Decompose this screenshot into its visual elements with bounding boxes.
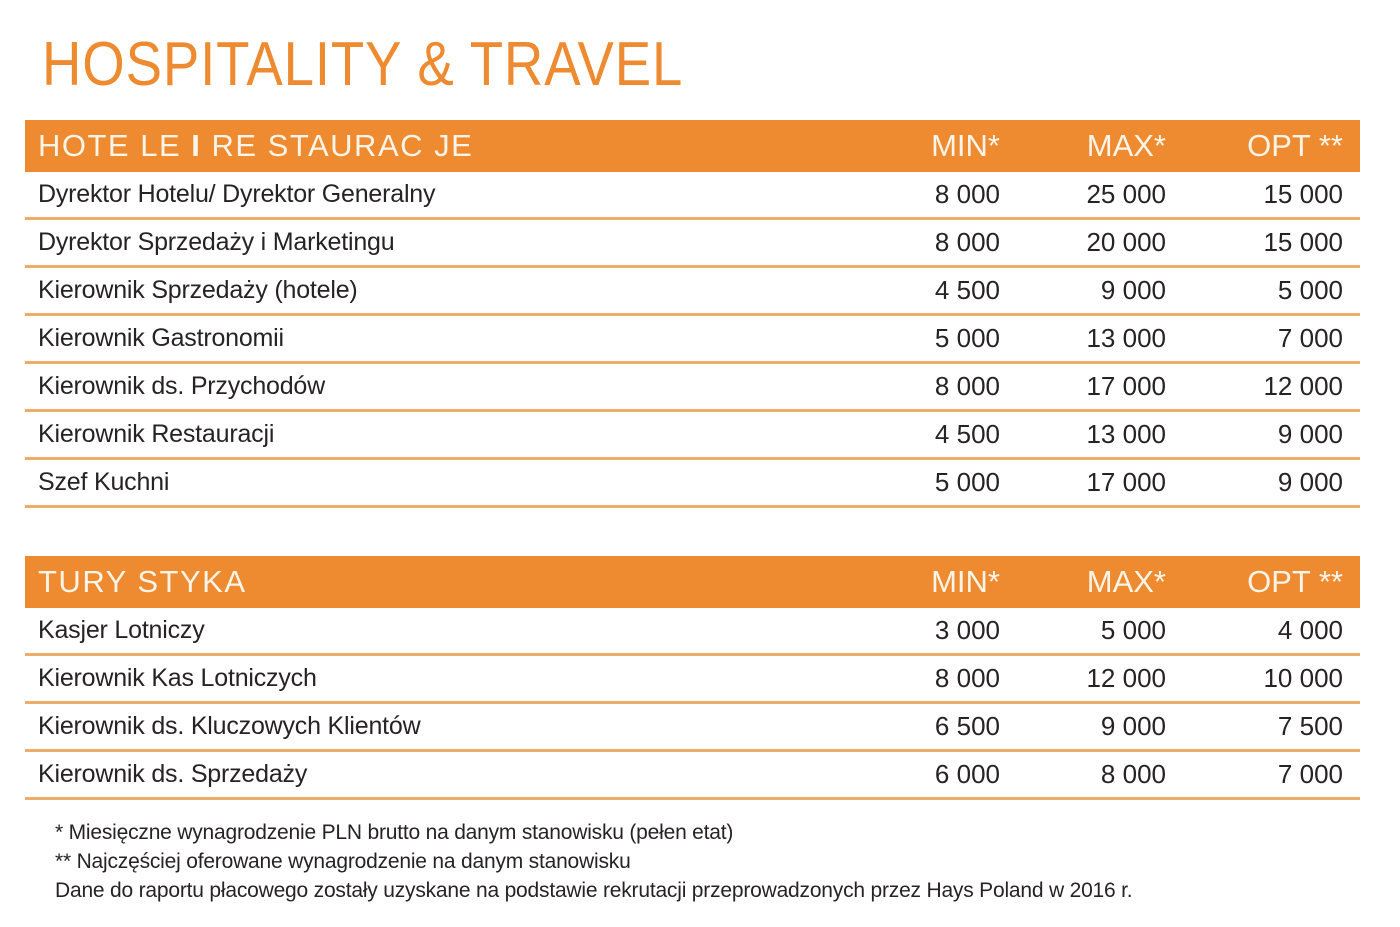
position-cell: Kierownik Sprzedaży (hotele) xyxy=(38,276,358,304)
min-cell: 8 000 xyxy=(934,663,1000,693)
table-row xyxy=(25,364,1360,412)
column-header-opt: OPT ** xyxy=(1247,564,1343,599)
position-cell: Kierownik Restauracji xyxy=(38,420,275,448)
table-row xyxy=(25,460,1360,508)
position-cell: Kierownik Kas Lotniczych xyxy=(38,664,317,692)
min-cell: 3 000 xyxy=(934,615,1000,645)
position-cell: Szef Kuchni xyxy=(38,468,170,496)
min-cell: 4 500 xyxy=(934,275,1000,305)
position-cell: Dyrektor Sprzedaży i Marketingu xyxy=(38,228,395,256)
column-header-min: MIN* xyxy=(931,128,1000,163)
hotels-restaurants-header-band xyxy=(25,120,1360,172)
min-cell: 6 500 xyxy=(934,711,1000,741)
opt-cell: 15 000 xyxy=(1263,227,1343,257)
column-header-min: MIN* xyxy=(931,564,1000,599)
position-cell: Kierownik Gastronomii xyxy=(38,324,284,352)
min-cell: 6 000 xyxy=(934,759,1000,789)
position-cell: Kierownik ds. Kluczowych Klientów xyxy=(38,712,421,740)
tourism-table xyxy=(25,556,1360,800)
position-cell: Kasjer Lotniczy xyxy=(38,616,205,644)
section-title-hotele-i-restauracje xyxy=(38,128,834,164)
table-row xyxy=(25,412,1360,460)
opt-cell: 10 000 xyxy=(1263,663,1343,693)
column-header-max: MAX* xyxy=(1086,128,1166,163)
max-cell: 17 000 xyxy=(1086,371,1166,401)
opt-cell: 15 000 xyxy=(1263,179,1343,209)
max-cell: 5 000 xyxy=(1100,615,1166,645)
position-cell: Dyrektor Hotelu/ Dyrektor Generalny xyxy=(38,180,436,208)
opt-cell: 7 500 xyxy=(1277,711,1343,741)
footnote-opt: ** Najczęściej oferowane wynagrodzenie na danym stanowisku xyxy=(55,850,631,873)
table-row xyxy=(25,220,1360,268)
page-title: HOSPITALITY & TRAVEL xyxy=(42,30,684,99)
section-title-bold-i: I xyxy=(191,128,202,163)
min-cell: 5 000 xyxy=(934,467,1000,497)
opt-cell: 9 000 xyxy=(1277,467,1343,497)
min-cell: 8 000 xyxy=(934,371,1000,401)
table-row xyxy=(25,268,1360,316)
max-cell: 9 000 xyxy=(1100,711,1166,741)
table-row xyxy=(25,752,1360,800)
section-title-prefix: HOTE LE xyxy=(38,128,192,163)
position-cell: Kierownik ds. Przychodów xyxy=(38,372,325,400)
column-header-max: MAX* xyxy=(1086,564,1166,599)
max-cell: 9 000 xyxy=(1100,275,1166,305)
max-cell: 25 000 xyxy=(1086,179,1166,209)
footnote-min-max: * Miesięczne wynagrodzenie PLN brutto na danym stanowisku (pełen etat) xyxy=(55,821,734,844)
table-row xyxy=(25,172,1360,220)
opt-cell: 7 000 xyxy=(1277,759,1343,789)
max-cell: 13 000 xyxy=(1086,419,1166,449)
table-row xyxy=(25,704,1360,752)
section-title-suffix: RE STAURAC JE xyxy=(201,128,474,163)
section-title-turystyka xyxy=(38,564,834,600)
min-cell: 8 000 xyxy=(934,179,1000,209)
table-row xyxy=(25,608,1360,656)
max-cell: 17 000 xyxy=(1086,467,1166,497)
position-cell: Kierownik ds. Sprzedaży xyxy=(38,760,308,788)
min-cell: 4 500 xyxy=(934,419,1000,449)
min-cell: 5 000 xyxy=(934,323,1000,353)
table-row xyxy=(25,656,1360,704)
max-cell: 13 000 xyxy=(1086,323,1166,353)
opt-cell: 5 000 xyxy=(1277,275,1343,305)
max-cell: 20 000 xyxy=(1086,227,1166,257)
hotels-restaurants-table xyxy=(25,120,1360,508)
table-row xyxy=(25,316,1360,364)
max-cell: 12 000 xyxy=(1086,663,1166,693)
opt-cell: 7 000 xyxy=(1277,323,1343,353)
footnote-source: Dane do raportu płacowego zostały uzyskane na podstawie rekrutacji przeprowadzonych przez Hays Poland w 2016 r. xyxy=(55,879,1133,902)
footnotes xyxy=(55,818,1400,905)
tourism-header-band xyxy=(25,556,1360,608)
min-cell: 8 000 xyxy=(934,227,1000,257)
max-cell: 8 000 xyxy=(1100,759,1166,789)
opt-cell: 12 000 xyxy=(1263,371,1343,401)
column-header-opt: OPT ** xyxy=(1247,128,1343,163)
section-title-prefix: TURY STYKA xyxy=(38,564,247,599)
opt-cell: 4 000 xyxy=(1277,615,1343,645)
opt-cell: 9 000 xyxy=(1277,419,1343,449)
